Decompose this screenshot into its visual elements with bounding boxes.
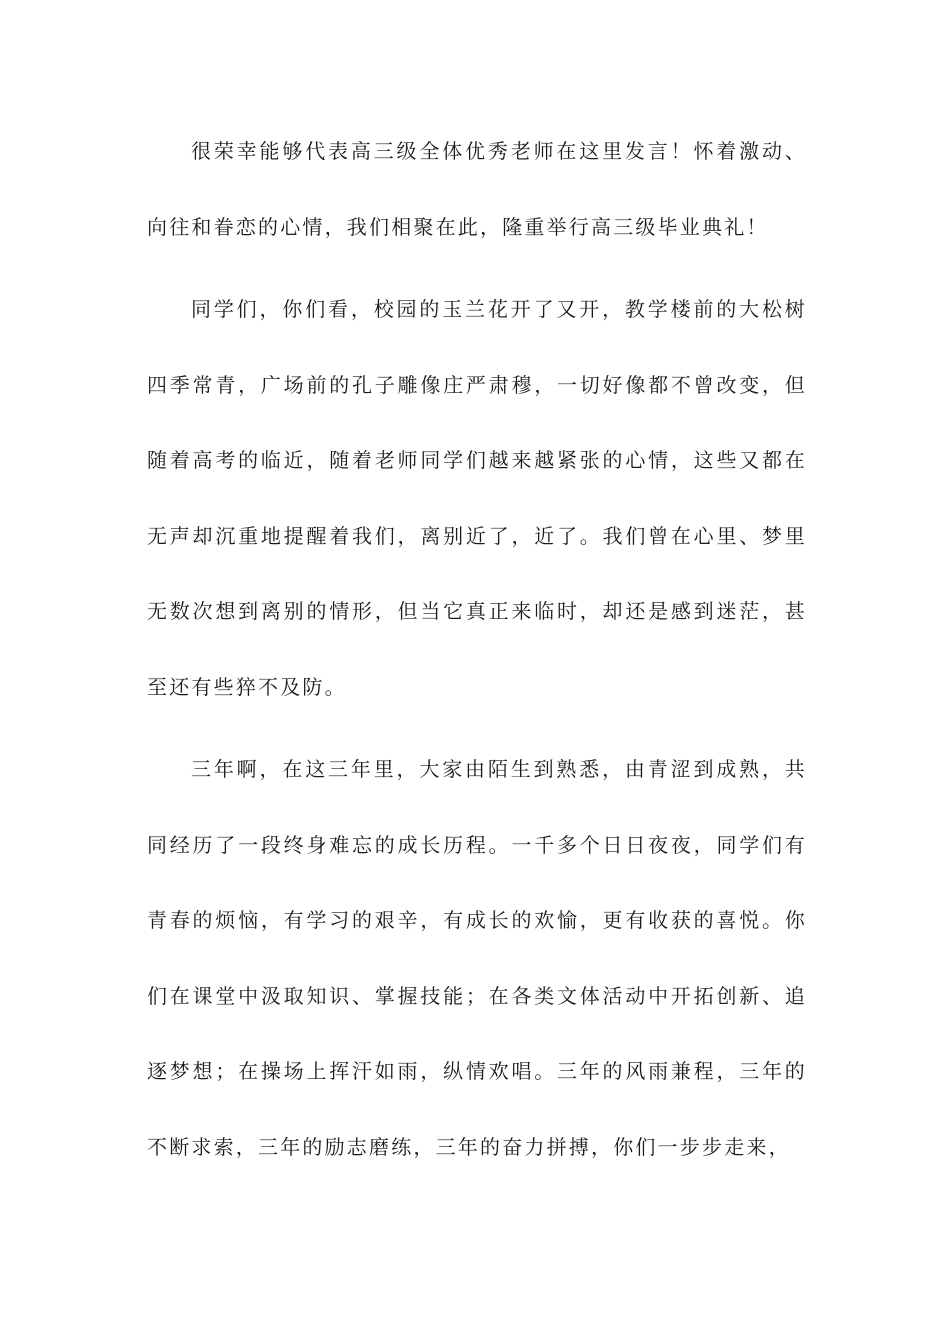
- paragraph-campus: 同学们，你们看，校园的玉兰花开了又开，教学楼前的大松树四季常青，广场前的孔子雕像庄严肃穆，一切好像都不曾改变，但随着高考的临近，随着老师同学们越来越紧张的心情，这些又都在无声却沉重地提醒着我们，离别近了，近了。我们曾在心里、梦里无数次想到离别的情形，但当它真正来临时，却还是感到迷茫，甚至还有些猝不及防。: [147, 297, 807, 699]
- paragraph-three-years: 三年啊，在这三年里，大家由陌生到熟悉，由青涩到成熟，共同经历了一段终身难忘的成长历程。一千多个日日夜夜，同学们有青春的烦恼，有学习的艰辛，有成长的欢愉，更有收获的喜悦。你们在课堂中汲取知识、掌握技能；在各类文体活动中开拓创新、追逐梦想；在操场上挥汗如雨，纵情欢唱。三年的风雨兼程，三年的不断求索，三年的励志磨练，三年的奋力拼搏，你们一步步走来，: [147, 757, 807, 1159]
- paragraph-opening: 很荣幸能够代表高三级全体优秀老师在这里发言！怀着激动、向往和眷恋的心情，我们相聚在此，隆重举行高三级毕业典礼！: [147, 139, 807, 239]
